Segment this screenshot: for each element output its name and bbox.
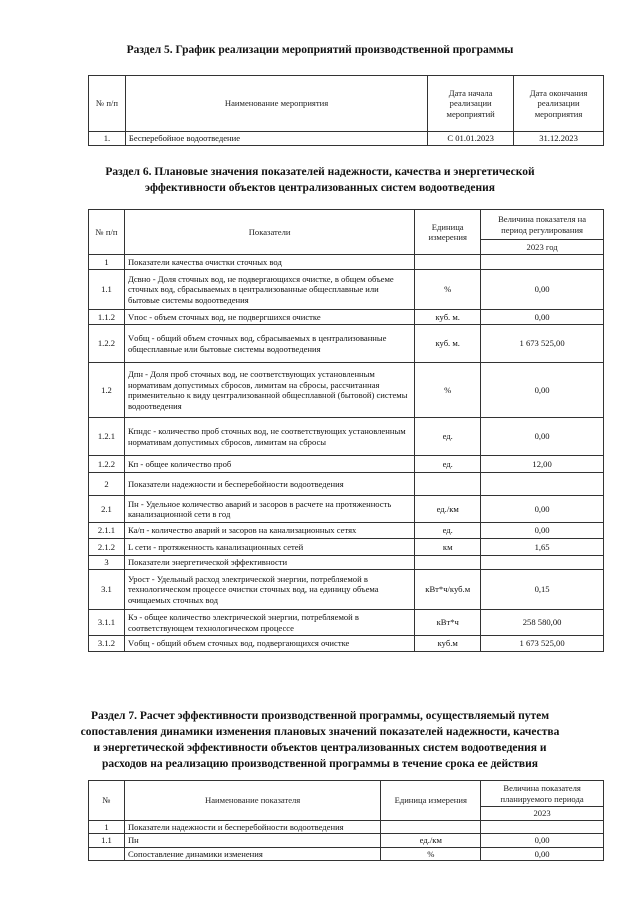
cell-name: Vобщ - общий объем сточных вод, подвергающихся очистке bbox=[124, 636, 414, 652]
cell-name: Сопоставление динамики изменения bbox=[124, 847, 380, 861]
cell-name: Показатели энергетической эффективности bbox=[124, 556, 414, 570]
table-header-row bbox=[89, 76, 604, 132]
cell-value: 0,00 bbox=[481, 523, 604, 539]
cell-name: Показатели качества очистки сточных вод bbox=[124, 255, 414, 270]
cell-unit: кВт*ч/куб.м bbox=[415, 570, 481, 610]
section6-title-line1: Раздел 6. Плановые значения показателей надежности, качества и энергетической bbox=[105, 166, 535, 178]
table-row bbox=[89, 834, 604, 848]
cell-name: Vпос - объем сточных вод, не подвергшихся очистке bbox=[124, 310, 414, 325]
cell-unit: км bbox=[415, 539, 481, 556]
cell-unit: куб. м. bbox=[415, 325, 481, 363]
cell-unit: % bbox=[381, 847, 481, 861]
cell-value: 0,00 bbox=[481, 310, 604, 325]
cell-unit: % bbox=[415, 363, 481, 418]
table-row bbox=[89, 456, 604, 473]
cell-name: Дпн - Доля проб сточных вод, не соответствующих установленным нормативам допустимых сбросов, лимитам на сбросы, рассчитанная применительно к виду централизованной общесплавной (бытовой) системы водоотведения bbox=[124, 363, 414, 418]
cell-name: Показатели надежности и бесперебойности водоотведения bbox=[124, 820, 380, 834]
header-num: № п/п bbox=[89, 76, 126, 132]
header-value-group: Величина показателя планируемого периода bbox=[481, 781, 604, 807]
header-name: Показатели bbox=[124, 210, 414, 255]
cell-num bbox=[89, 847, 125, 861]
section5-table bbox=[88, 75, 604, 146]
cell-num: 1.2 bbox=[89, 363, 125, 418]
section7-title-line1: Раздел 7. Расчет эффективности производственной программы, осуществляемый путем bbox=[90, 710, 550, 722]
table-header-row bbox=[89, 781, 604, 807]
table-row bbox=[89, 556, 604, 570]
table-row bbox=[89, 847, 604, 861]
section5-title: Раздел 5. График реализации мероприятий производственной программы bbox=[126, 44, 514, 56]
header-unit: Единица измерения bbox=[415, 210, 481, 255]
table-row bbox=[89, 570, 604, 610]
section7-title-line4: расходов на реализацию производственной программы в течение срока ее действия bbox=[102, 758, 538, 770]
cell-num: 2.1.2 bbox=[89, 539, 125, 556]
cell-name: Ка/п - количество аварий и засоров на канализационных сетях bbox=[124, 523, 414, 539]
cell-num: 1 bbox=[89, 255, 125, 270]
cell-num: 2.1 bbox=[89, 496, 125, 523]
cell-num: 1. bbox=[89, 132, 126, 146]
table-row bbox=[89, 820, 604, 834]
cell-unit: ед. bbox=[415, 456, 481, 473]
cell-name: Vобщ - общий объем сточных вод, сбрасываемых в централизованные общесплавные или бытовые системы водоотведения bbox=[124, 325, 414, 363]
cell-num: 3.1.2 bbox=[89, 636, 125, 652]
cell-num: 3.1.1 bbox=[89, 610, 125, 636]
section7-title-line3: и энергетической эффективности объектов централизованных систем водоотведения и bbox=[93, 742, 547, 754]
cell-name: Кп - общее количество проб bbox=[124, 456, 414, 473]
section6-title-line2: эффективности объектов централизованных систем водоотведения bbox=[145, 182, 495, 194]
cell-name: Дсвно - Доля сточных вод, не подвергающихся очистке, в общем объеме сточных вод, сбрасываемых в централизованные общесплавные или бытовые системы водоотведения bbox=[124, 270, 414, 310]
cell-name: Бесперебойное водоотведение bbox=[125, 132, 427, 146]
table-row bbox=[89, 325, 604, 363]
table-row bbox=[89, 496, 604, 523]
cell-value: 0,00 bbox=[481, 834, 604, 848]
cell-num: 1.1 bbox=[89, 834, 125, 848]
header-name: Наименование показателя bbox=[124, 781, 380, 821]
cell-value bbox=[481, 556, 604, 570]
cell-unit: кВт*ч bbox=[415, 610, 481, 636]
table-row bbox=[89, 610, 604, 636]
cell-num: 2 bbox=[89, 473, 125, 496]
table-row bbox=[89, 418, 604, 456]
header-num: № bbox=[89, 781, 125, 821]
cell-value: 0,00 bbox=[481, 847, 604, 861]
section7-title bbox=[0, 708, 640, 772]
cell-value: 12,00 bbox=[481, 456, 604, 473]
cell-name: Пн bbox=[124, 834, 380, 848]
table-row bbox=[89, 523, 604, 539]
cell-value bbox=[481, 473, 604, 496]
cell-value: 0,00 bbox=[481, 363, 604, 418]
header-start: Дата начала реализации мероприятий bbox=[428, 76, 514, 132]
section6-table bbox=[88, 209, 604, 652]
cell-name: Кэ - общее количество электрической энергии, потребляемой в соответствующем технологическом процессе bbox=[124, 610, 414, 636]
section7-title-line2: сопоставления динамики изменения плановых значений показателей надежности, качества bbox=[80, 726, 560, 738]
cell-name: Показатели надежности и бесперебойности водоотведения bbox=[124, 473, 414, 496]
cell-unit: куб.м bbox=[415, 636, 481, 652]
header-unit: Единица измерения bbox=[381, 781, 481, 821]
table-row bbox=[89, 310, 604, 325]
cell-num: 3.1 bbox=[89, 570, 125, 610]
cell-value: 258 580,00 bbox=[481, 610, 604, 636]
header-name: Наименование мероприятия bbox=[125, 76, 427, 132]
cell-value bbox=[481, 255, 604, 270]
table-header-row bbox=[89, 210, 604, 240]
header-value-group: Величина показателя на период регулирования bbox=[481, 210, 604, 240]
cell-num: 1.1.2 bbox=[89, 310, 125, 325]
cell-name: Кпндс - количество проб сточных вод, не соответствующих установленным нормативам допустимых сбросов, лимитам на сбросы bbox=[124, 418, 414, 456]
cell-value: 0,00 bbox=[481, 496, 604, 523]
cell-unit: куб. м. bbox=[415, 310, 481, 325]
cell-end: 31.12.2023 bbox=[514, 132, 604, 146]
cell-value: 1,65 bbox=[481, 539, 604, 556]
table-row bbox=[89, 473, 604, 496]
cell-num: 3 bbox=[89, 556, 125, 570]
table-row bbox=[89, 363, 604, 418]
cell-start: С 01.01.2023 bbox=[428, 132, 514, 146]
table-row bbox=[89, 132, 604, 146]
cell-num: 1.2.1 bbox=[89, 418, 125, 456]
section6-title bbox=[0, 164, 640, 196]
cell-num: 1.2.2 bbox=[89, 325, 125, 363]
cell-unit bbox=[415, 473, 481, 496]
cell-value: 1 673 525,00 bbox=[481, 325, 604, 363]
cell-num: 2.1.1 bbox=[89, 523, 125, 539]
table-row bbox=[89, 255, 604, 270]
cell-unit bbox=[415, 556, 481, 570]
cell-value: 1 673 525,00 bbox=[481, 636, 604, 652]
header-year: 2023 год bbox=[481, 240, 604, 255]
cell-unit: ед. bbox=[415, 418, 481, 456]
section7-table bbox=[88, 780, 604, 861]
table-row bbox=[89, 636, 604, 652]
cell-num: 1.1 bbox=[89, 270, 125, 310]
cell-unit: ед. bbox=[415, 523, 481, 539]
header-end: Дата окончания реализации мероприятия bbox=[514, 76, 604, 132]
table-row bbox=[89, 539, 604, 556]
header-year: 2023 bbox=[481, 807, 604, 821]
cell-num: 1 bbox=[89, 820, 125, 834]
cell-value: 0,15 bbox=[481, 570, 604, 610]
cell-value bbox=[481, 820, 604, 834]
cell-value: 0,00 bbox=[481, 270, 604, 310]
cell-num: 1.2.2 bbox=[89, 456, 125, 473]
cell-name: L сети - протяженность канализационных сетей bbox=[124, 539, 414, 556]
cell-unit: ед./км bbox=[415, 496, 481, 523]
table-row bbox=[89, 270, 604, 310]
header-num: № п/п bbox=[89, 210, 125, 255]
cell-unit bbox=[415, 255, 481, 270]
cell-unit bbox=[381, 820, 481, 834]
cell-name: Урост - Удельный расход электрической энергии, потребляемой в технологическом процессе очистки сточных вод, на единицу объема очищаемых сточных вод bbox=[124, 570, 414, 610]
cell-name: Пн - Удельное количество аварий и засоров в расчете на протяженность канализационной сети в год bbox=[124, 496, 414, 523]
cell-unit: % bbox=[415, 270, 481, 310]
cell-unit: ед./км bbox=[381, 834, 481, 848]
cell-value: 0,00 bbox=[481, 418, 604, 456]
